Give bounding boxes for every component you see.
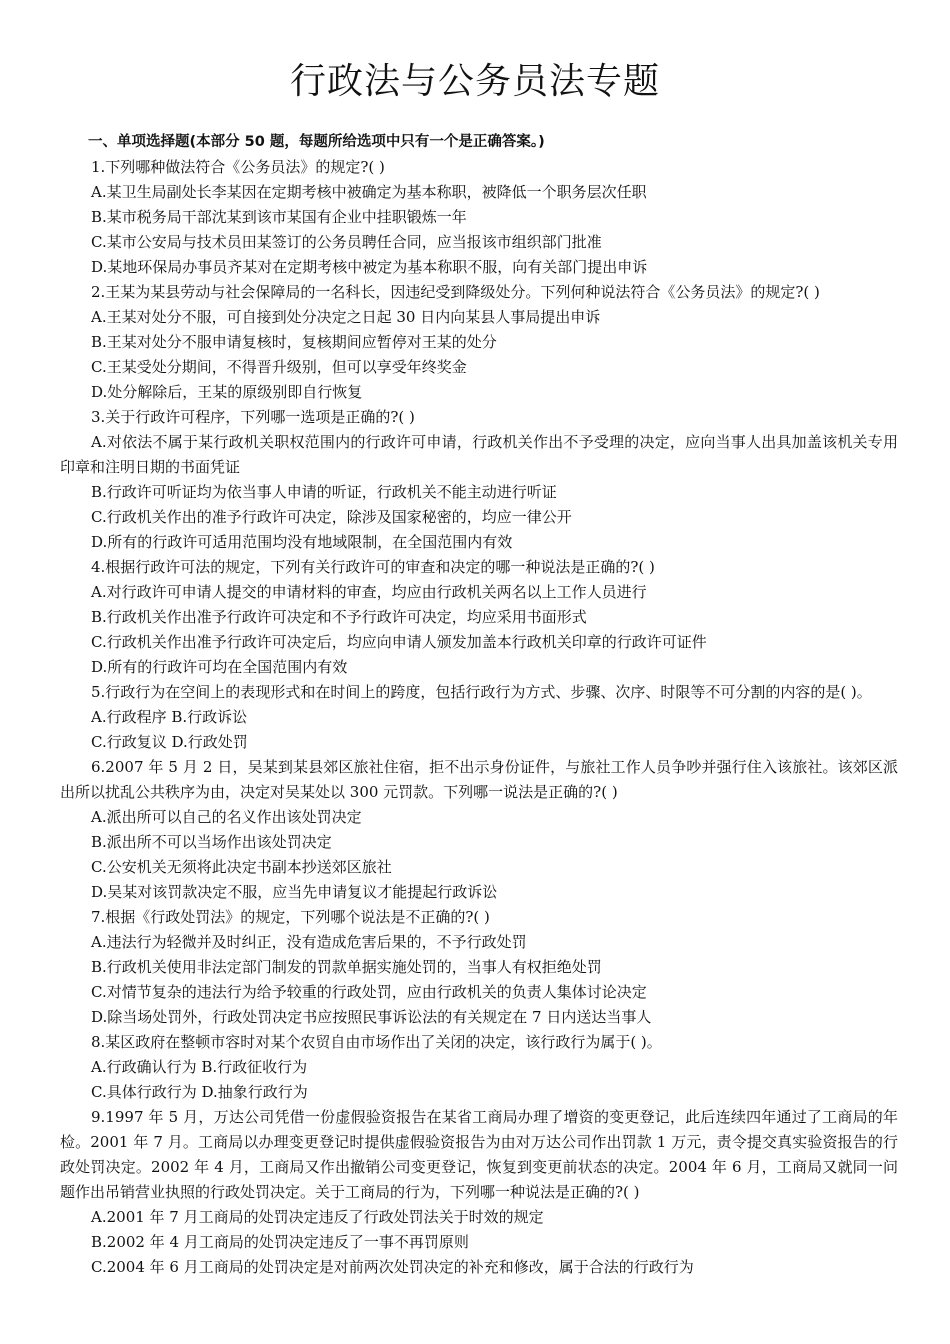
question-stem: 1.下列哪种做法符合《公务员法》的规定?( ) [91, 158, 385, 176]
question-5 [60, 680, 898, 755]
question-stem: 5.行政行为在空间上的表现形式和在时间上的跨度，包括行政行为方式、步骤、次序、时限等不可分割的内容的是( )。 [91, 683, 872, 701]
question-8 [60, 1030, 898, 1105]
option-d: D.吴某对该罚款决定不服，应当先申请复议才能提起行政诉讼 [91, 883, 498, 901]
question-stem: 6.2007 年 5 月 2 日，吴某到某县郊区旅社住宿，拒不出示身份证件，与旅社工作人员争吵并强行住入该旅社。该郊区派出所以扰乱公共秩序为由，决定对吴某处以 300 元罚款。下列哪一说法是正确的?( ) [60, 758, 898, 801]
question-6 [60, 755, 898, 905]
question-stem: 7.根据《行政处罚法》的规定，下列哪个说法是不正确的?( ) [91, 908, 490, 926]
option-b: B.行政机关作出准予行政许可决定和不予行政许可决定，均应采用书面形式 [91, 608, 587, 626]
option-b: B.某市税务局干部沈某到该市某国有企业中挂职锻炼一年 [91, 208, 467, 226]
option-ab: A.行政程序 B.行政诉讼 [91, 708, 248, 726]
option-a: A.派出所可以自己的名义作出该处罚决定 [91, 808, 362, 826]
question-4 [60, 555, 898, 680]
option-a: A.王某对处分不服，可自接到处分决定之日起 30 日内向某县人事局提出申诉 [91, 308, 601, 326]
option-c: C.公安机关无须将此决定书副本抄送郊区旅社 [91, 858, 392, 876]
option-d: D.处分解除后，王某的原级别即自行恢复 [91, 383, 363, 401]
option-c: C.行政机关作出准予行政许可决定后，均应向申请人颁发加盖本行政机关印章的行政许可证件 [91, 633, 707, 651]
document-body [60, 130, 898, 1280]
question-stem: 2.王某为某县劳动与社会保障局的一名科长，因违纪受到降级处分。下列何种说法符合《公务员法》的规定?( ) [91, 283, 820, 301]
option-ab: A.行政确认行为 B.行政征收行为 [91, 1058, 308, 1076]
document-title: 行政法与公务员法专题 [289, 61, 660, 102]
question-stem: 4.根据行政许可法的规定，下列有关行政许可的审查和决定的哪一种说法是正确的?( ) [91, 558, 655, 576]
option-c: C.2004 年 6 月工商局的处罚决定是对前两次处罚决定的补充和修改，属于合法的行政行为 [91, 1258, 694, 1276]
option-d: D.所有的行政许可适用范围均没有地域限制，在全国范围内有效 [91, 533, 513, 551]
option-b: B.派出所不可以当场作出该处罚决定 [91, 833, 332, 851]
question-1 [60, 155, 898, 280]
option-cd: C.行政复议 D.行政处罚 [91, 733, 248, 751]
option-d: D.除当场处罚外，行政处罚决定书应按照民事诉讼法的有关规定在 7 日内送达当事人 [91, 1008, 652, 1026]
option-cd: C.具体行政行为 D.抽象行政行为 [91, 1083, 308, 1101]
question-2 [60, 280, 898, 405]
option-b: B.2002 年 4 月工商局的处罚决定违反了一事不再罚原则 [91, 1233, 469, 1251]
option-d: D.某地环保局办事员齐某对在定期考核中被定为基本称职不服，向有关部门提出申诉 [91, 258, 648, 276]
option-c: C.对情节复杂的违法行为给予较重的行政处罚，应由行政机关的负责人集体讨论决定 [91, 983, 647, 1001]
option-c: C.王某受处分期间，不得晋升级别，但可以享受年终奖金 [91, 358, 467, 376]
option-d: D.所有的行政许可均在全国范围内有效 [91, 658, 348, 676]
option-a: A.对依法不属于某行政机关职权范围内的行政许可申请，行政机关作出不予受理的决定，应向当事人出具加盖该机关专用印章和注明日期的书面凭证 [60, 433, 898, 476]
option-c: C.某市公安局与技术员田某签订的公务员聘任合同，应当报该市组织部门批准 [91, 233, 602, 251]
option-a: A.2001 年 7 月工商局的处罚决定违反了行政处罚法关于时效的规定 [91, 1208, 544, 1226]
option-b: B.王某对处分不服申请复核时，复核期间应暂停对王某的处分 [91, 333, 497, 351]
question-stem: 3.关于行政许可程序，下列哪一选项是正确的?( ) [91, 408, 415, 426]
question-stem: 9.1997 年 5 月，万达公司凭借一份虚假验资报告在某省工商局办理了增资的变更登记，此后连续四年通过了工商局的年检。2001 年 7 月。工商局以办理变更登记时提供虚假验资报告为由对万达公司作出罚款 1 万元，责令提交真实验资报告的行政处罚决定。2002 年 4 月，工商局又作出撤销公司变更登记，恢复到变更前状态的决定。2004 年 6 月，工商局又就同一问题作出吊销营业执照的行政处罚决定。关于工商局的行为，下列哪一种说法是正确的?( ) [60, 1108, 898, 1201]
option-b: B.行政许可听证均为依当事人申请的听证，行政机关不能主动进行听证 [91, 483, 557, 501]
option-a: A.违法行为轻微并及时纠正，没有造成危害后果的，不予行政处罚 [91, 933, 527, 951]
option-a: A.某卫生局副处长李某因在定期考核中被确定为基本称职，被降低一个职务层次任职 [91, 183, 647, 201]
question-9 [60, 1105, 898, 1280]
section-heading: 一、单项选择题(本部分 50 题，每题所给选项中只有一个是正确答案。) [88, 134, 545, 150]
option-a: A.对行政许可申请人提交的申请材料的审查，均应由行政机关两名以上工作人员进行 [91, 583, 647, 601]
question-7 [60, 905, 898, 1030]
option-b: B.行政机关使用非法定部门制发的罚款单据实施处罚的，当事人有权拒绝处罚 [91, 958, 602, 976]
option-c: C.行政机关作出的准予行政许可决定，除涉及国家秘密的，均应一律公开 [91, 508, 572, 526]
question-stem: 8.某区政府在整顿市容时对某个农贸自由市场作出了关闭的决定，该行政行为属于( )。 [91, 1033, 662, 1051]
question-3 [60, 405, 898, 555]
